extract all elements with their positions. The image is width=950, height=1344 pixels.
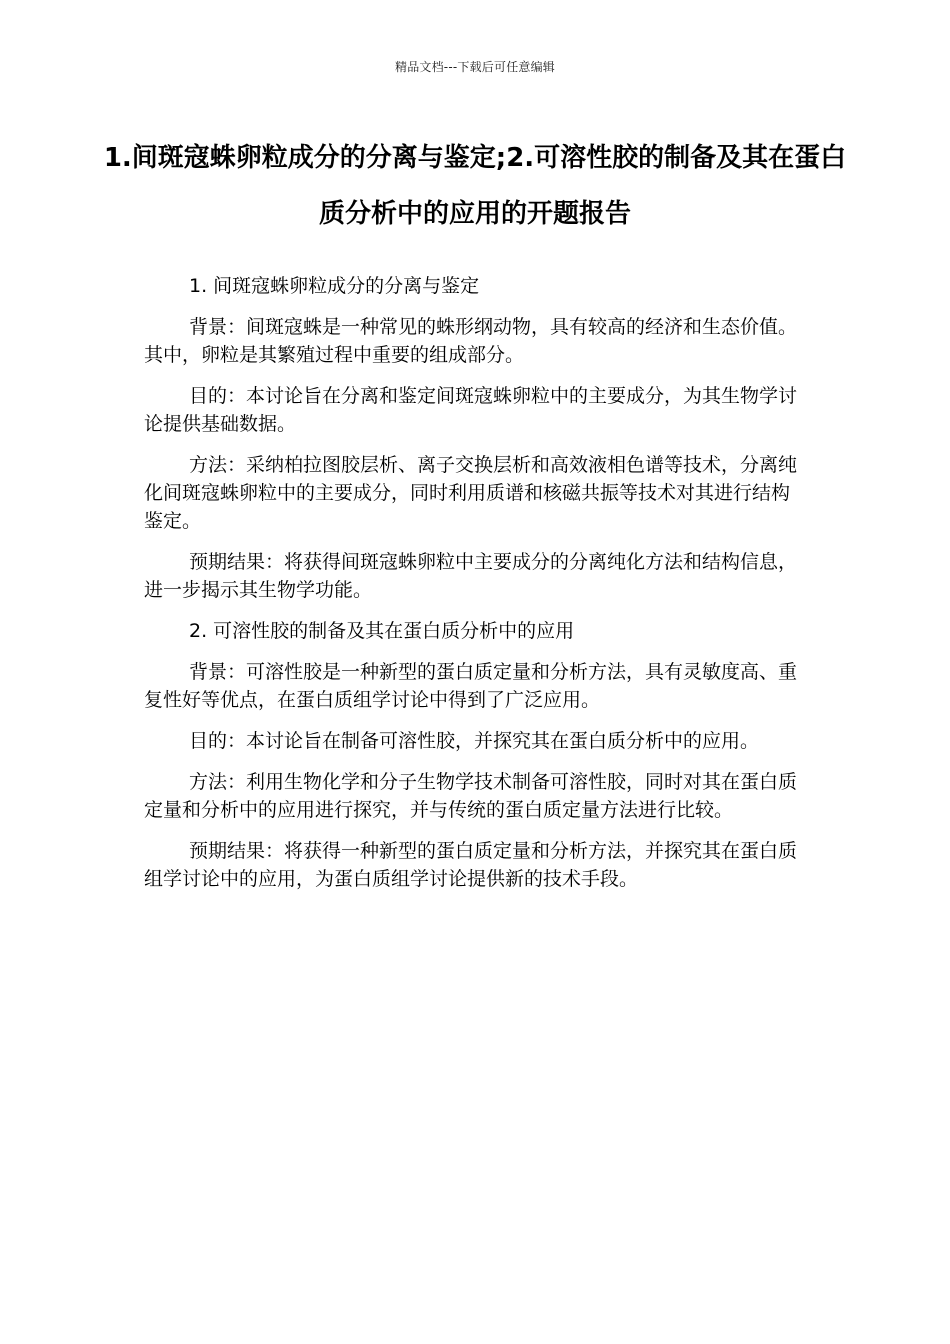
- paragraph-expected-1: 预期结果：将获得间斑寇蛛卵粒中主要成分的分离纯化方法和结构信息，进一步揭示其生物学功能。: [144, 551, 798, 601]
- header-note: 精品文档---下载后可任意编辑: [395, 60, 555, 74]
- paragraph-background-2: 背景：可溶性胶是一种新型的蛋白质定量和分析方法，具有灵敏度高、重复性好等优点，在蛋白质组学讨论中得到了广泛应用。: [144, 661, 798, 711]
- document-title: 1.间斑寇蛛卵粒成分的分离与鉴定;2.可溶性胶的制备及其在蛋白质分析中的应用的开题报告: [103, 143, 847, 229]
- section-heading-2: 2. 可溶性胶的制备及其在蛋白质分析中的应用: [189, 620, 575, 642]
- paragraph-method-1: 方法：采纳柏拉图胶层析、离子交换层析和高效液相色谱等技术，分离纯化间斑寇蛛卵粒中的主要成分，同时利用质谱和核磁共振等技术对其进行结构鉴定。: [144, 454, 798, 532]
- document-body: [144, 272, 808, 906]
- section-heading-1: 1. 间斑寇蛛卵粒成分的分离与鉴定: [189, 275, 480, 297]
- paragraph-background-1: 背景：间斑寇蛛是一种常见的蛛形纲动物，具有较高的经济和生态价值。其中，卵粒是其繁殖过程中重要的组成部分。: [144, 316, 798, 366]
- paragraph-purpose-2: 目的：本讨论旨在制备可溶性胶，并探究其在蛋白质分析中的应用。: [189, 730, 760, 752]
- paragraph-expected-2: 预期结果：将获得一种新型的蛋白质定量和分析方法，并探究其在蛋白质组学讨论中的应用，为蛋白质组学讨论提供新的技术手段。: [144, 840, 798, 890]
- paragraph-purpose-1: 目的：本讨论旨在分离和鉴定间斑寇蛛卵粒中的主要成分，为其生物学讨论提供基础数据。: [144, 385, 798, 435]
- paragraph-method-2: 方法：利用生物化学和分子生物学技术制备可溶性胶，同时对其在蛋白质定量和分析中的应用进行探究，并与传统的蛋白质定量方法进行比较。: [144, 771, 798, 821]
